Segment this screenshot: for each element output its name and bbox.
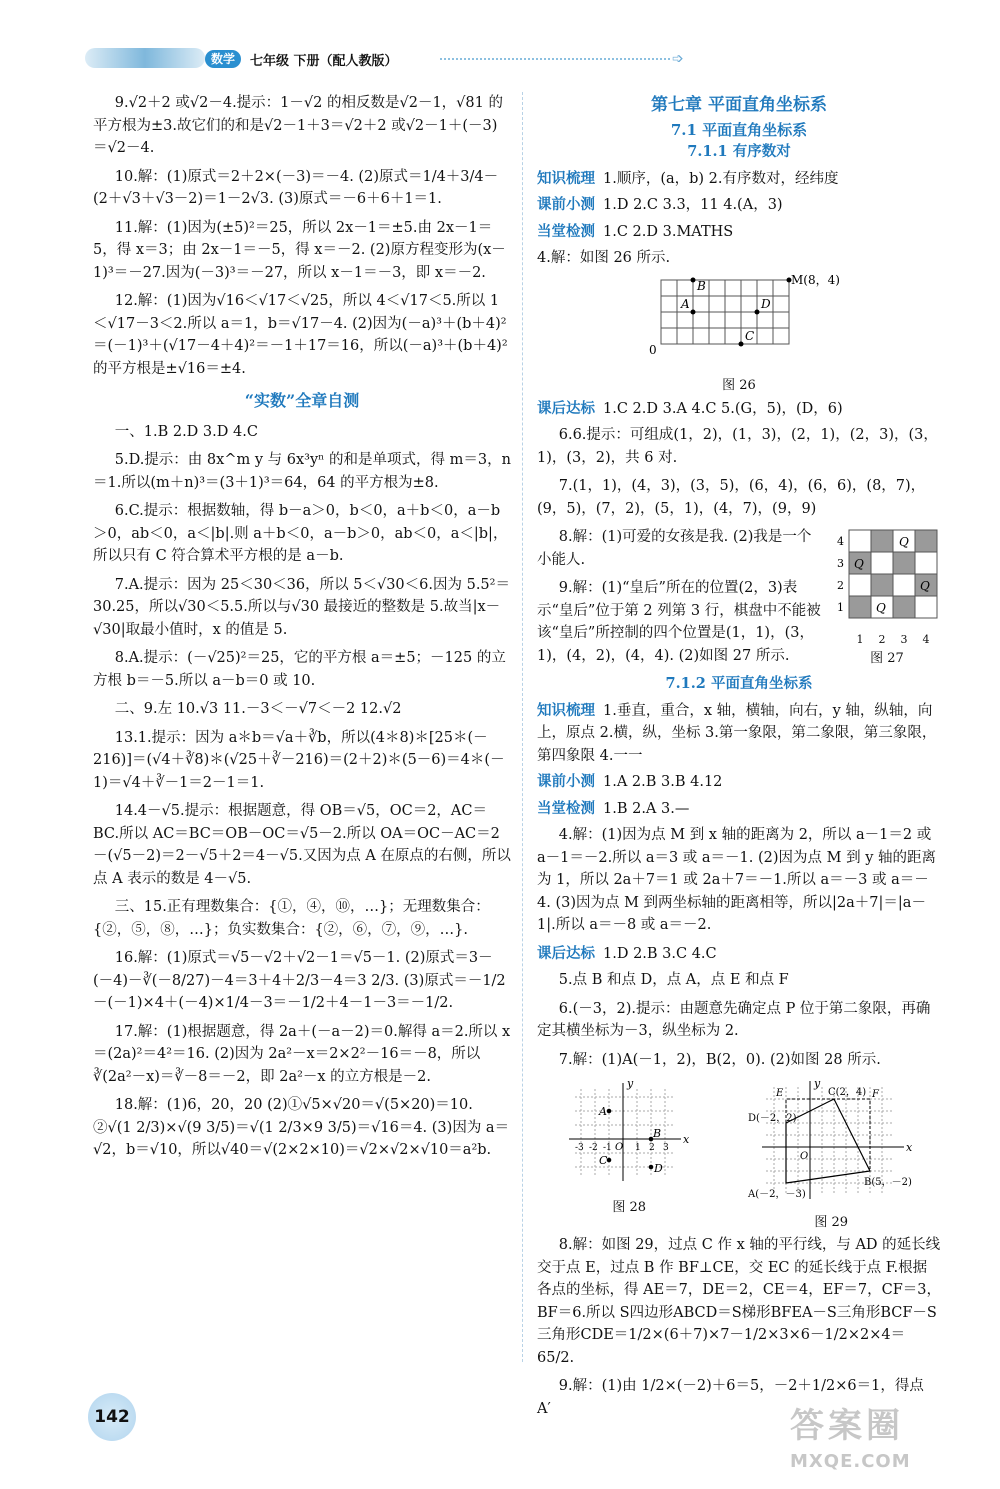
labeled-row: [537, 194, 941, 217]
q8-q9-text: [537, 526, 825, 673]
right-column: [537, 92, 941, 1426]
row-label: 课后达标: [537, 399, 595, 417]
figure-caption: 图 27: [870, 650, 904, 666]
answer-paragraph: 6.C.提示：根据数轴，得 b－a＞0，b＜0，a＋b＜0，a－b＞0，ab＜0，a＜|b|.则 a＋b＜0，a－b＞0，ab＜0，a＜|b|，所以只有 C 符合算术平方根的是 a－b.: [93, 503, 508, 564]
point-label: D: [654, 1162, 664, 1175]
row-label: 课前小测: [537, 196, 595, 213]
subsection-title: 7.1.1 有序数对: [687, 143, 791, 160]
subject-badge: 数学: [205, 50, 241, 68]
point-label: A: [681, 296, 690, 311]
coordinate-figure-29: [744, 1077, 919, 1202]
col-number: 3: [900, 632, 908, 646]
tick-label: -3: [575, 1143, 585, 1153]
answer-paragraph: 14.4－√5.提示：根据题意，得 OB＝√5，OC＝2，AC＝BC.所以 AC＝BC＝OB－OC＝√5－2.所以 OA＝OC－AC＝2－(√5－2)＝2－√5＋2＝4－√5.又因为点 A 在原点的右侧，所以点 A 表示的数是 4－√5.: [93, 803, 511, 887]
answer-paragraph: 三、15.正有理数集合：{①，④，⑩，…}；无理数集合：{②，⑤，⑧，…}；负实数集合：{②，⑥，⑦，⑨，…}.: [93, 899, 490, 938]
col-number: 2: [878, 632, 886, 646]
figure-26: [537, 274, 941, 398]
col-number: 4: [922, 632, 930, 646]
answer-paragraph: 5.D.提示：由 8x^m y 与 6x³yⁿ 的和是单项式，得 m＝3，n＝1.所以(m＋n)³＝(3＋1)³＝64，64 的平方根为±8.: [93, 452, 511, 491]
point-a: [607, 1109, 612, 1114]
row-text: 1.A 2.B 3.B 4.12: [603, 774, 723, 790]
point-label: D(－2，2): [747, 1113, 797, 1124]
arrow-icon: ➩: [672, 51, 684, 67]
point-label: C: [745, 328, 755, 343]
answer-paragraph: 7.(1，1)，(4，3)，(3，5)，(6，4)，(6，6)，(8，7)，(9，5)，(7，2)，(5，1)，(4，7)，(9，9): [537, 478, 926, 517]
section-title: “实数”全章自测: [244, 391, 360, 410]
answer-paragraph: 11.解：(1)因为(±5)²＝25，所以 2x－1＝±5.由 2x－1＝5，得 x＝3；由 2x－1＝－5，得 x＝－2. (2)原方程变形为(x－1)³＝－27.因为(－3)³＝－27，所以 x－1＝－3，即 x＝－2.: [93, 219, 506, 281]
figure-28: [559, 1077, 699, 1234]
origin-label: O: [799, 1151, 808, 1162]
coordinate-figure-28: [559, 1077, 699, 1187]
row-text: 1.C 2.D 3.MATHS: [603, 223, 734, 240]
page-number: 142: [88, 1393, 136, 1441]
row-label: 课前小测: [537, 773, 595, 790]
figures-28-29: [537, 1077, 941, 1234]
answer-paragraph: 8.解：(1)可爱的女孩是我. (2)我是一个小能人.: [537, 529, 812, 568]
row-label: 当堂检测: [537, 222, 595, 240]
answer-paragraph: 13.1.提示：因为 a＊b＝√a＋∛b，所以(4＊8)＊[25＊(－216)]＝(√4＋∛8)＊(√25＋∛－216)＝(2＋2)＊(5－6)＝4＊(－1)＝√4＋∛－1＝2－1＝1.: [93, 729, 505, 791]
col-number: 1: [856, 632, 864, 646]
row-text: 1.D 2.C 3.3，11 4.(A，3): [603, 197, 783, 213]
point-label: B: [653, 1127, 662, 1140]
point-label: M(8，4): [791, 273, 840, 287]
point-label: F: [871, 1089, 879, 1100]
answers-block-2: [93, 421, 511, 1162]
row-text: 1.C 2.D 3.A 4.C 5.(G，5)，(D，6): [603, 400, 843, 417]
answer-paragraph: 8.A.提示：(－√25)²＝25，它的平方根 a＝±5；－125 的立方根 b＝－5.所以 a－b＝0 或 10.: [93, 650, 506, 689]
queen-mark: Q: [899, 535, 909, 549]
point-c: [739, 341, 744, 346]
header-decoration: [85, 48, 205, 68]
point-label: A: [599, 1105, 608, 1118]
point-label: C(2，4): [827, 1087, 866, 1098]
answer-paragraph: 7.A.提示：因为 25＜30＜36，所以 5＜√30＜6.因为 5.5²＝30.25，所以√30＜5.5.所以与√30 最接近的整数是 5.故当|x－√30|取最小值时，x 的值是 5.: [93, 576, 510, 638]
point-label: B(5，－2): [863, 1177, 912, 1188]
row-label: 当堂检测: [537, 799, 595, 817]
answer-paragraph: 9.√2＋2 或√2－4.提示：1－√2 的相反数是√2－1，√81 的平方根为±3.故它们的和是√2－1＋3＝√2＋2 或√2－1＋(－3)＝√2－4.: [93, 95, 503, 156]
queen-mark: Q: [920, 579, 930, 593]
q8-q9-with-figure: [537, 526, 941, 673]
labeled-row: [537, 221, 941, 244]
origin-label: O: [615, 1142, 624, 1153]
point-label: E: [775, 1088, 784, 1099]
queen-mark: Q: [854, 557, 864, 571]
row-number: 2: [837, 579, 844, 592]
answer-paragraph: 6.6.提示：可组成(1，2)，(1，3)，(2，1)，(2，3)，(3，1)，(3，2)，共 6 对.: [537, 427, 938, 466]
tick-label: 1: [635, 1143, 641, 1153]
figure-caption: 图 28: [612, 1199, 647, 1215]
answer-paragraph: 二、9.左 10.√3 11.－3＜－√7＜－2 12.√2: [114, 701, 402, 717]
section-title: 7.1 平面直角坐标系: [670, 120, 808, 139]
tick-label: -1: [603, 1143, 613, 1153]
answer-paragraph: 10.解：(1)原式＝2＋2×(－3)＝－4. (2)原式＝1/4＋3/4－(2＋√3＋√3－2)＝1－2√3. (3)原式＝－6＋6＋1＝1.: [93, 168, 499, 207]
origin-label: 0: [649, 342, 657, 357]
answer-paragraph: 5.点 B 和点 D，点 A，点 E 和点 F: [558, 972, 789, 988]
figure-caption: 图 29: [814, 1214, 849, 1230]
row-label: 课后达标: [537, 944, 595, 962]
quadrilateral-abcd: [786, 1099, 870, 1183]
answer-paragraph: 12.解：(1)因为√16＜√17＜√25，所以 4＜√17＜5.所以 1＜√17－3＜2.所以 a＝1，b＝√17－4. (2)因为(－a)³＋(b＋4)²＝(－1)³＋(√17－4＋4)²＝－1＋17＝16，所以(－a)³＋(b＋4)²的平方根是±√16＝±4.: [93, 293, 508, 377]
labeled-row: [537, 168, 941, 191]
point-d: [649, 1165, 654, 1170]
answers-block-1: [93, 92, 511, 380]
labeled-row: [537, 798, 941, 821]
column-numbers: [833, 634, 941, 646]
point-d: [755, 309, 760, 314]
watermark-url: MXQE.COM: [790, 1451, 911, 1472]
chessboard-cells: [849, 530, 937, 618]
labeled-row: [537, 943, 941, 966]
row-number: 4: [837, 535, 844, 548]
grid-lines: [661, 280, 789, 344]
watermark-logo-text: 答案圈: [790, 1406, 904, 1446]
answer-paragraph: 4.解：(1)因为点 M 到 x 轴的距离为 2，所以 a－1＝2 或 a－1＝－2.所以 a＝3 或 a＝－1. (2)因为点 M 到 y 轴的距离为 1，所以 2a＋7＝1 或 2a＋7＝－1.所以 a＝－3 或 a＝－4. (3)因为点 M 到两坐标轴的距离相等，所以|2a＋7|＝|a－1|.所以 a＝－8 或 a＝－2.: [537, 827, 937, 933]
row-number: 1: [837, 601, 844, 614]
chapter-title: 第七章 平面直角坐标系: [651, 95, 827, 115]
row-text: 1.垂直，重合，x 轴，横轴，向右，y 轴，纵轴，向上，原点 2.横，纵，坐标 3.第一象限，第二象限，第三象限，第四象限 4.一一: [537, 702, 937, 764]
queen-mark: Q: [876, 601, 886, 615]
x-axis-label: x: [683, 1133, 690, 1146]
answer-paragraph: 9.解：(1)“皇后”所在的位置(2，3)表示“皇后”位于第 2 列第 3 行，棋盘中不能被该“皇后”所控制的四个位置是(1，1)，(3，1)，(4，2)，(4，4). (2)如图 27 所示.: [537, 580, 821, 664]
answer-paragraph: 8.解：如图 29，过点 C 作 x 轴的平行线，与 AD 的延长线交于点 E，过点 B 作 BF⊥CE，交 EC 的延长线于点 F.根据各点的坐标，得 AE＝7，DE＝2，CE＝4，EF＝7，CF＝3，BF＝6.所以 S四边形ABCD＝S梯形BFEA－S三角形BCF－S三角形CDE＝1/2×(6＋7)×7－1/2×3×6－1/2×2×4＝65/2.: [537, 1237, 941, 1366]
y-axis-label: y: [813, 1077, 820, 1090]
row-label: 知识梳理: [537, 169, 595, 187]
chessboard-figure-27: [833, 526, 941, 626]
page-header: [0, 0, 1000, 80]
row-number: 3: [837, 557, 844, 570]
header-dotted-line: [440, 58, 670, 60]
watermark: [790, 1398, 911, 1472]
answer-line: 4.解：如图 26 所示.: [537, 250, 671, 266]
figure-27: [833, 526, 941, 673]
point-b: [691, 277, 696, 282]
answer-paragraph: 6.(－3，2).提示：由题意先确定点 P 位于第二象限，再确定其横坐标为－3，纵坐标为 2.: [537, 1000, 931, 1039]
row-text: 1.B 2.A 3.—: [603, 800, 690, 817]
answer-paragraph: 17.解：(1)根据题意，得 2a＋(－a－2)＝0.解得 a＝2.所以 x＝(2a)²＝4²＝16. (2)因为 2a²－x＝2×2²－16＝－8，所以∛(2a²－x)＝∛－8＝－2，即 2a²－x 的立方根是－2.: [93, 1023, 511, 1085]
left-column: [93, 92, 511, 1168]
answer-paragraph: 16.解：(1)原式＝√5－√2＋√2－1＝√5－1. (2)原式＝3－(－4)－∛(－8/27)－4＝3＋4＋2/3－4＝3 2/3. (3)原式＝－1/2－(－1)×4＋(－4)×1/4－3＝－1/2＋4－1－3＝－1/2.: [93, 950, 506, 1011]
point-label: C: [599, 1154, 608, 1167]
row-text: 1.D 2.B 3.C 4.C: [603, 945, 717, 962]
answer-paragraph: 一、1.B 2.D 3.D 4.C: [114, 423, 258, 440]
grid-figure-26: [537, 274, 941, 366]
book-title: 七年级 下册（配人教版）: [250, 54, 398, 69]
answer-paragraph: 9.解：(1)由 1/2×(－2)＋6＝5，－2＋1/2×6＝1，得点 A′: [537, 1378, 924, 1417]
tick-label: -2: [589, 1143, 599, 1153]
column-divider: [522, 92, 523, 1362]
labeled-row: [537, 700, 941, 768]
figure-caption: 图 26: [722, 378, 756, 393]
point-a: [691, 309, 696, 314]
point-label: D: [761, 296, 771, 311]
answer-paragraph: 18.解：(1)6，20，20 (2)①√5×√20＝√(5×20)＝10. ②√(1 2/3)×√(9 3/5)＝√(1 2/3×9 3/5)＝√16＝4. (3)因为 a＝√2，b＝√10，所以√40＝√(2×2×10)＝√2×√2×√10＝a²b.: [93, 1097, 510, 1158]
labeled-row: [537, 398, 941, 421]
labeled-row: [537, 771, 941, 794]
row-text: 1.顺序，(a，b) 2.有序数对，经纬度: [603, 170, 839, 187]
point-label: A(－2，－3): [747, 1189, 806, 1200]
point-label: B: [697, 278, 706, 293]
figure-29: [744, 1077, 919, 1234]
x-axis-label: x: [905, 1141, 912, 1154]
tick-label: 2: [649, 1143, 655, 1153]
y-axis-label: y: [627, 1077, 634, 1090]
subsection-title: 7.1.2 平面直角坐标系: [665, 675, 813, 692]
tick-label: 3: [663, 1143, 669, 1153]
answer-paragraph: 7.解：(1)A(－1，2)，B(2，0). (2)如图 28 所示.: [558, 1051, 881, 1068]
row-label: 知识梳理: [537, 701, 595, 719]
